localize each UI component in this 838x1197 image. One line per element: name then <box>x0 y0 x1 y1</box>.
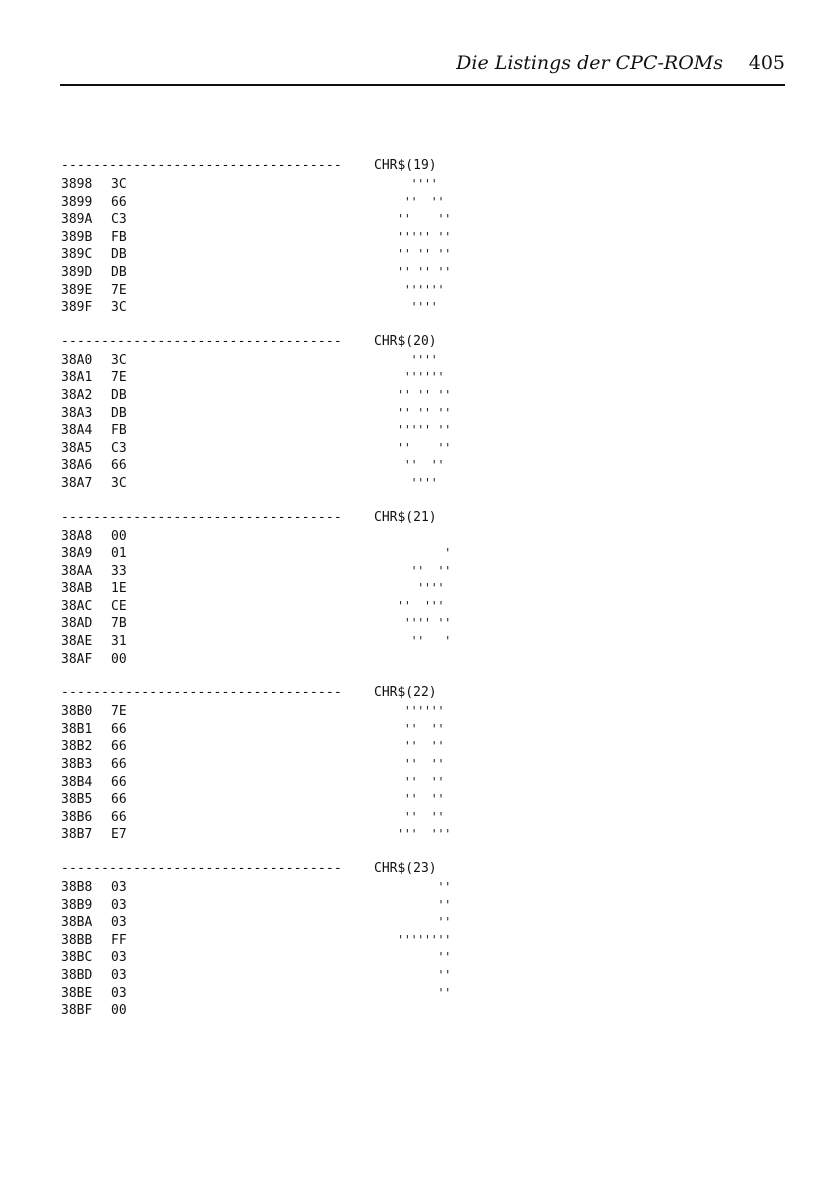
listing-row <box>61 651 501 669</box>
pixel-pattern: '' ''' <box>397 598 451 613</box>
listing-row <box>61 299 501 317</box>
block-header <box>61 861 501 879</box>
listing-row <box>61 369 501 387</box>
listing-row <box>61 563 501 581</box>
listing-block <box>61 158 501 317</box>
hex-byte: 3C <box>111 300 127 316</box>
block-header <box>61 158 501 176</box>
hex-byte: 7E <box>111 282 127 298</box>
listing-row <box>61 774 501 792</box>
address: 389C <box>61 247 93 263</box>
address: 38AA <box>61 563 93 579</box>
address: 38A6 <box>61 458 93 474</box>
listing-row <box>61 457 501 475</box>
listing-row <box>61 703 501 721</box>
pixel-pattern: '' '' '' <box>397 387 451 402</box>
pixel-pattern: '''''' <box>397 282 445 297</box>
address: 38A0 <box>61 352 93 368</box>
address: 38B1 <box>61 721 93 737</box>
address: 389A <box>61 212 93 228</box>
listing-row <box>61 791 501 809</box>
pixel-pattern: ' <box>397 546 451 561</box>
pixel-pattern: '' '' <box>397 721 451 736</box>
address: 38BE <box>61 985 93 1001</box>
pixel-pattern: '' <box>397 915 451 930</box>
address: 3898 <box>61 177 93 192</box>
listing-block <box>61 510 501 669</box>
pixel-pattern: '' '' <box>397 194 451 209</box>
separator-dashes: ----------------------------------- <box>61 861 342 876</box>
hex-byte: 7B <box>111 616 127 632</box>
hex-byte: C3 <box>111 440 127 456</box>
separator-dashes: ----------------------------------- <box>61 685 342 701</box>
hex-byte: 03 <box>111 985 127 1001</box>
header-rule <box>60 84 785 86</box>
block-header <box>61 334 501 352</box>
pixel-pattern: '' ' <box>397 634 451 649</box>
listing-row <box>61 914 501 932</box>
separator-dashes: ----------------------------------- <box>61 158 342 173</box>
pixel-pattern: '' <box>397 880 451 894</box>
hex-byte: 3C <box>111 475 127 491</box>
listing-row <box>61 580 501 598</box>
hex-byte: 1E <box>111 581 127 597</box>
pixel-pattern: '' '' '' <box>397 405 451 420</box>
listing-row <box>61 352 501 370</box>
listing-block <box>61 334 501 493</box>
address: 38A9 <box>61 546 93 562</box>
hex-byte: 66 <box>111 458 127 474</box>
hex-byte: DB <box>111 264 127 280</box>
pixel-pattern: '' '' <box>397 774 451 789</box>
hex-byte: 31 <box>111 634 127 650</box>
address: 38BA <box>61 915 93 931</box>
listing-row <box>61 422 501 440</box>
address: 389E <box>61 282 93 298</box>
listing-row <box>61 440 501 458</box>
address: 38B8 <box>61 880 93 895</box>
character-name: CHR$(21) <box>374 509 437 525</box>
block-header <box>61 510 501 528</box>
listing-row <box>61 1002 501 1020</box>
pixel-pattern: '''' <box>397 300 451 315</box>
pixel-pattern: '''' <box>397 581 451 596</box>
hex-byte: 00 <box>111 528 127 544</box>
pixel-pattern: '''' <box>397 475 451 490</box>
pixel-pattern: '' '' <box>397 809 451 824</box>
pixel-pattern: '' '' <box>397 563 451 578</box>
hex-byte: 66 <box>111 739 127 755</box>
address: 389B <box>61 229 93 245</box>
hex-byte: DB <box>111 387 127 403</box>
pixel-pattern: '''''''' <box>397 932 451 947</box>
pixel-pattern: ''''' '' <box>397 229 451 244</box>
hex-byte: FB <box>111 423 127 439</box>
listing-row <box>61 756 501 774</box>
address: 38B4 <box>61 774 93 790</box>
listing-row <box>61 932 501 950</box>
address: 389D <box>61 264 93 280</box>
hex-byte: 03 <box>111 915 127 931</box>
pixel-pattern: '''' '' <box>397 616 451 631</box>
pixel-pattern: '''''' <box>397 370 445 385</box>
address: 38A3 <box>61 405 93 421</box>
listing-row <box>61 809 501 827</box>
address: 38A2 <box>61 387 93 403</box>
pixel-pattern: '' '' <box>397 757 451 772</box>
address: 38B3 <box>61 757 93 773</box>
address: 38A5 <box>61 440 93 456</box>
address: 38AC <box>61 598 93 614</box>
hex-byte: 66 <box>111 774 127 790</box>
listing-row <box>61 387 501 405</box>
hex-byte: 33 <box>111 563 127 579</box>
hex-byte: DB <box>111 405 127 421</box>
hex-byte: 66 <box>111 194 127 210</box>
hex-byte: 00 <box>111 651 127 667</box>
address: 38AB <box>61 581 93 597</box>
address: 38A1 <box>61 370 93 386</box>
listing-row <box>61 229 501 247</box>
listing-row <box>61 949 501 967</box>
pixel-pattern: '' '' <box>397 440 451 455</box>
address: 38B0 <box>61 704 93 720</box>
address: 38B2 <box>61 739 93 755</box>
character-name: CHR$(22) <box>374 685 437 701</box>
hex-byte: 66 <box>111 809 127 825</box>
listing-row <box>61 264 501 282</box>
pixel-pattern: '' '' '' <box>397 247 451 262</box>
listing-row <box>61 194 501 212</box>
hex-byte: 03 <box>111 897 127 913</box>
separator-dashes: ----------------------------------- <box>61 333 342 349</box>
block-header <box>61 685 501 703</box>
address: 389F <box>61 300 93 316</box>
listing-row <box>61 738 501 756</box>
listing-row <box>61 475 501 493</box>
hex-byte: 01 <box>111 546 127 562</box>
listing-row <box>61 633 501 651</box>
address: 38AF <box>61 651 93 667</box>
address: 38B6 <box>61 809 93 825</box>
listing-row <box>61 211 501 229</box>
listing-row <box>61 282 501 300</box>
address: 38B7 <box>61 827 93 843</box>
hex-byte: 7E <box>111 704 127 720</box>
hex-byte: FB <box>111 229 127 245</box>
listing-row <box>61 721 501 739</box>
address: 38BD <box>61 967 93 983</box>
listing-row <box>61 598 501 616</box>
pixel-pattern: '' <box>397 967 451 982</box>
pixel-pattern: '''''' <box>397 704 445 719</box>
listing-block <box>61 685 501 844</box>
rom-listing <box>61 158 501 1037</box>
character-name: CHR$(20) <box>374 333 437 349</box>
address: 38AD <box>61 616 93 632</box>
page-number: 405 <box>748 52 785 74</box>
hex-byte: FF <box>111 932 127 948</box>
hex-byte: 3C <box>111 352 127 368</box>
pixel-pattern: '' <box>397 950 451 965</box>
hex-byte: 66 <box>111 721 127 737</box>
pixel-pattern: ''''' '' <box>397 423 451 438</box>
pixel-pattern: '' '' '' <box>397 264 451 279</box>
address: 38AE <box>61 634 93 650</box>
address: 38B9 <box>61 897 93 913</box>
hex-byte: E7 <box>111 827 127 843</box>
separator-dashes: ----------------------------------- <box>61 509 342 525</box>
pixel-pattern: '' '' <box>397 739 451 754</box>
hex-byte: C3 <box>111 212 127 228</box>
hex-byte: 66 <box>111 757 127 773</box>
pixel-pattern <box>397 651 451 669</box>
address: 38A4 <box>61 423 93 439</box>
pixel-pattern: '' '' <box>397 792 451 807</box>
hex-byte: CE <box>111 598 127 614</box>
address: 38BC <box>61 950 93 966</box>
pixel-pattern: '' '' <box>397 212 451 227</box>
listing-row <box>61 405 501 423</box>
address: 3899 <box>61 194 93 210</box>
address: 38B5 <box>61 792 93 808</box>
running-title: Die Listings der CPC-ROMs <box>456 52 723 74</box>
listing-row <box>61 879 501 897</box>
hex-byte: 03 <box>111 950 127 966</box>
pixel-pattern: ''' ''' <box>397 827 451 842</box>
listing-row <box>61 985 501 1003</box>
address: 38BB <box>61 932 93 948</box>
character-name: CHR$(19) <box>374 158 437 173</box>
listing-row <box>61 545 501 563</box>
pixel-pattern <box>397 1002 451 1020</box>
character-name: CHR$(23) <box>374 861 437 876</box>
listing-row <box>61 967 501 985</box>
hex-byte: 3C <box>111 177 127 192</box>
listing-row <box>61 176 501 194</box>
hex-byte: DB <box>111 247 127 263</box>
listing-row <box>61 615 501 633</box>
address: 38A8 <box>61 528 93 544</box>
listing-row <box>61 246 501 264</box>
pixel-pattern: '''' <box>397 177 451 191</box>
listing-row <box>61 826 501 844</box>
page-header <box>60 52 785 76</box>
listing-block <box>61 861 501 1020</box>
pixel-pattern: '' <box>397 897 451 912</box>
hex-byte: 7E <box>111 370 127 386</box>
hex-byte: 66 <box>111 792 127 808</box>
pixel-pattern: '''' <box>397 352 451 367</box>
address: 38BF <box>61 1003 93 1019</box>
hex-byte: 03 <box>111 967 127 983</box>
pixel-pattern <box>397 528 451 546</box>
address: 38A7 <box>61 475 93 491</box>
hex-byte: 03 <box>111 880 127 895</box>
listing-row <box>61 528 501 546</box>
pixel-pattern: '' '' <box>397 458 451 473</box>
pixel-pattern: '' <box>397 985 451 1000</box>
listing-row <box>61 897 501 915</box>
hex-byte: 00 <box>111 1003 127 1019</box>
